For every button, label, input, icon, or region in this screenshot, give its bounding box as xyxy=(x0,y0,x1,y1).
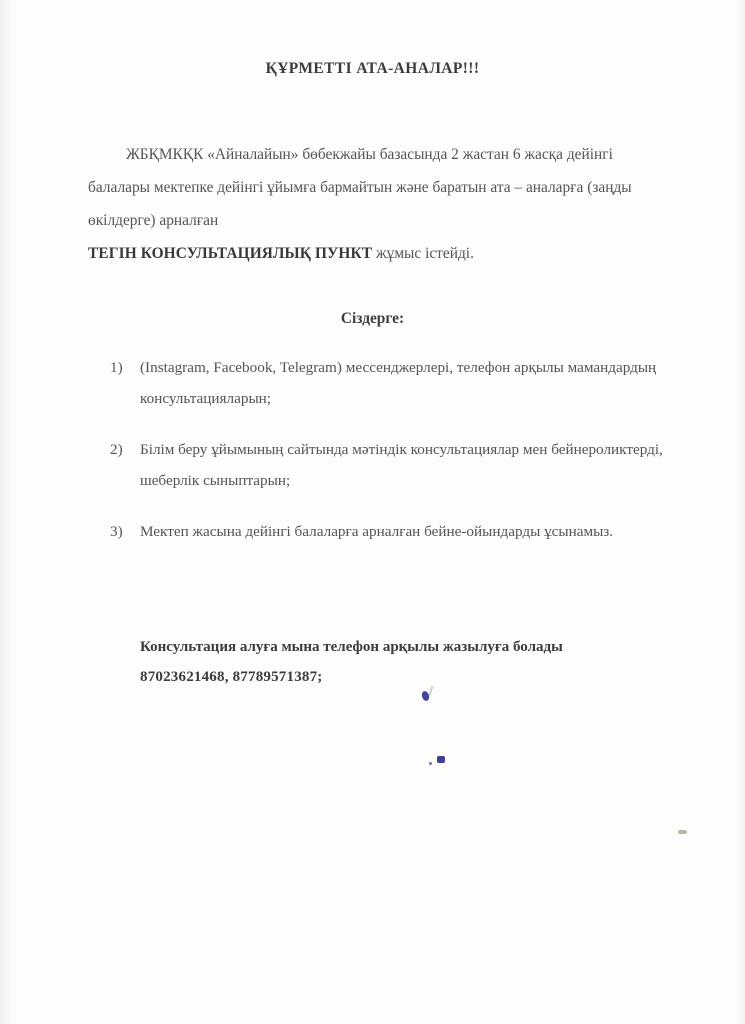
ink-dot-artifact xyxy=(429,762,432,765)
page-title: ҚҰРМЕТТІ АТА-АНАЛАР!!! xyxy=(265,60,480,77)
scan-edge-shadow-right xyxy=(735,0,745,1024)
list-item xyxy=(110,352,670,414)
contact-block xyxy=(140,632,700,692)
scan-edge-shadow-left xyxy=(0,0,14,1024)
highlight-rest-text: жұмыс істейді. xyxy=(372,245,474,262)
list-item xyxy=(110,516,670,547)
services-list xyxy=(110,352,670,567)
intro-paragraph-block xyxy=(88,138,666,237)
highlight-line xyxy=(88,240,678,268)
contact-instruction: Консультация алуға мына телефон арқылы жазылуға болады xyxy=(140,639,563,655)
ink-blot-artifact xyxy=(437,756,445,763)
list-heading: Сіздерге: xyxy=(340,310,405,327)
intro-paragraph-text: ЖБҚМКҚК «Айналайын» бөбекжайы базасында 2 жастан 6 жасқа дейінгі балалары мектепке дейінгі ұйымға бармайтын және баратын ата – аналарға (заңды өкілдерге) арналған xyxy=(88,146,632,229)
list-item-text: (Instagram, Facebook, Telegram) мессенджерлері, телефон арқылы мамандардың консультацияларын; xyxy=(140,359,657,407)
contact-phone-numbers: 87023621468, 87789571387; xyxy=(140,669,323,685)
paper-speck-artifact xyxy=(678,830,687,834)
list-item xyxy=(110,434,670,496)
intro-paragraph xyxy=(88,138,666,237)
list-item-marker: 3) xyxy=(110,523,123,540)
list-item-text: Мектеп жасына дейінгі балаларға арналған бейне-ойындарды ұсынамыз. xyxy=(140,523,614,540)
highlight-bold-text: ТЕГІН КОНСУЛЬТАЦИЯЛЫҚ ПУНКТ xyxy=(88,245,373,262)
list-item-marker: 1) xyxy=(110,359,123,376)
list-item-text: Білім беру ұйымының сайтында мәтіндік консультациялар мен бейнероликтерді, шеберлік сыныптарын; xyxy=(140,441,663,489)
list-item-marker: 2) xyxy=(110,441,123,458)
